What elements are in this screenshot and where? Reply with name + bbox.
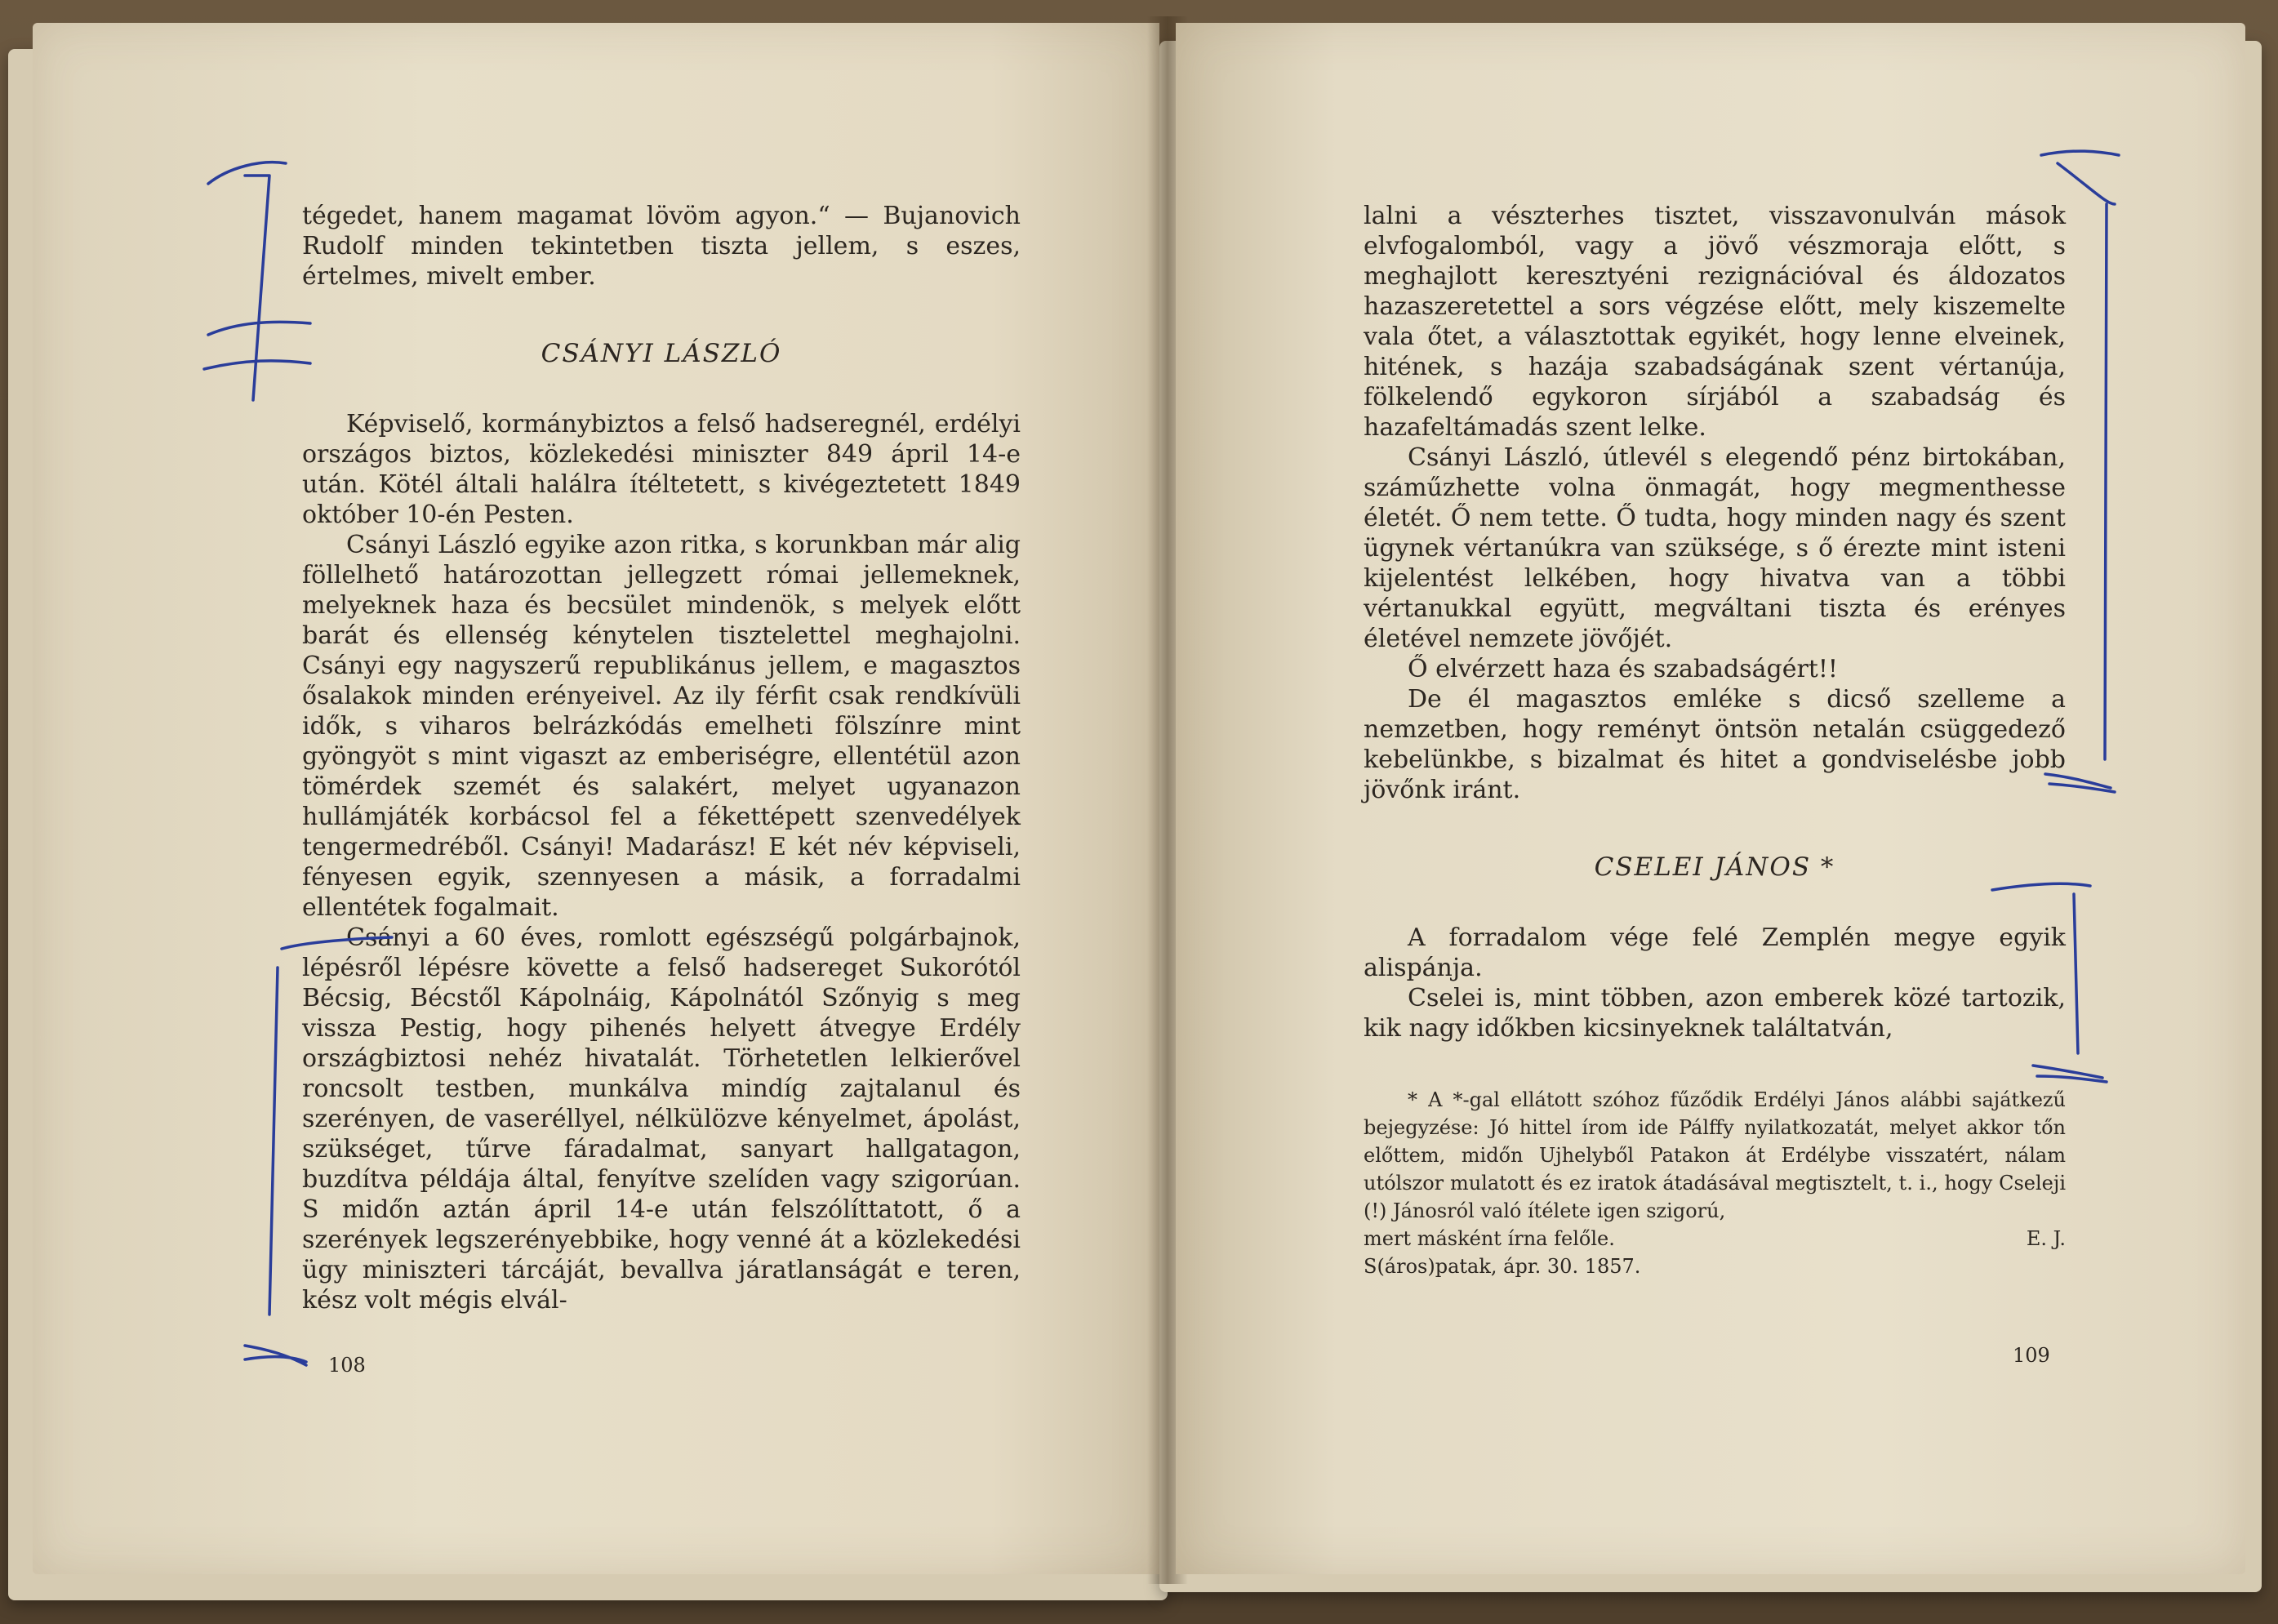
right-paragraph-2: Csányi László, útlevél s elegendő pénz birtokában, száműzhette volna önmagát, hogy megmenthesse életét. Ő nem tette. Ő tudta, hogy minden nagy és szent ügynek vértanúkra van szüksége, s ő érezte mint isteni kijelentést lelkében, hogy hivatva van a többi vértanukkal együtt, megváltani tiszta és erényes életével nemzete jövőjét. xyxy=(1364,443,2066,653)
left-paragraph-3: Csányi a 60 éves, romlott egészségű polgárbajnok, lépésről lépésre követte a felső hadsereget Sukorótól Bécsig, Bécstől Kápolnáig, Kápolnától Szőnyig s meg vissza Pestig, hogy pihenés helyett átvegye Erdély országbiztosi nehéz hivatalát. Törhetetlen lelkierővel roncsolt testben, munkálva mindíg zajtalanul és szerényen, de vaseréllyel, nélkülözve kényelmet, ápolást, szükséget, tűrve fáradalmat, sanyart hallgatagon, buzdítva példája által, fenyítve szelíden vagy szigorúan. S midőn aztán ápril 14-e után felszólíttatott, ő a szerények legszerényebbike, hogy venné át a közlekedési ügy miniszteri tárcáját, bevallva járatlanságát e teren, kész volt mégis elvál- xyxy=(302,923,1021,1315)
footnote-place-date: S(áros)patak, ápr. 30. 1857. xyxy=(1364,1255,1641,1278)
footnote-last-line: mert másként írna felőle. xyxy=(1364,1227,1615,1250)
left-page xyxy=(33,23,1159,1574)
footnote-text: * A *-gal ellátott szóhoz fűződik Erdélyi János alábbi sajátkezű bejegyzése: Jó hittel írom ide Pálffy nyilatkozatát, melyet akkor tőn előttem, midőn Ujhelyből Patakon át Erdélybe visszatért, nálam utólszor mulatott és ez iratok átadásával megtisztelt, t. i., hogy Cseleji (!) Jánosról való ítélete igen szigorú, xyxy=(1364,1088,2066,1222)
left-paragraph-2: Csányi László egyike azon ritka, s korunkban már alig föllelhető határozottan jellegzett római jellemeknek, melyeknek haza és becsület mindenök, s melyek előtt barát és ellenség kénytelen tisztelettel meghajolni. Csányi egy nagyszerű republikánus jellem, e magasztos ősalakok minden erényeivel. Az ily férfit csak rendkívüli idők, s viharos belrázkódás emelheti fölszínre mint gyöngyöt s mint vigaszt az emberiségre, ellentétül azon tömérdek szemét és salakért, melyet ugyanazon hullámjáték korbácsol fel a fékettépett szenvedélyek tengermedréből. Csányi! Madarász! E két név képviseli, fényesen egyik, szennyesen a másik, a forradalmi ellentétek fogalmait. xyxy=(302,531,1021,922)
right-paragraph-3: Ő elvérzett haza és szabadságért!! xyxy=(1408,655,1838,683)
footnote xyxy=(1364,1086,2066,1280)
left-opening-paragraph: tégedet, hanem magamat lövöm agyon.“ — Bujanovich Rudolf minden tekintetben tiszta jellem, s eszes, értelmes, mivelt ember. xyxy=(302,202,1021,291)
section-heading-cselei: CSELEI JÁNOS * xyxy=(1594,852,1835,882)
page-number-right: 109 xyxy=(2013,1344,2050,1367)
right-section-paragraph-2: Cselei is, mint többen, azon emberek közé tartozik, kik nagy időkben kicsinyeknek találtatván, xyxy=(1364,984,2066,1043)
right-page xyxy=(1176,23,2245,1574)
left-paragraph-1: Képviselő, kormánybiztos a felső hadseregnél, erdélyi országos biztos, közlekedési miniszter 849 ápril 14-e után. Kötél általi halálra ítéltetett, s kivégeztetett 1849 október 10-én Pesten. xyxy=(302,410,1021,529)
footnote-initials: E. J. xyxy=(2026,1227,2066,1250)
footnote-signature-line xyxy=(1364,1225,2066,1252)
right-paragraph-4: De él magasztos emléke s dicső szelleme a nemzetben, hogy reményt öntsön netalán csüggedező kebelünkbe, s bizalmat és hitet a gondviselésbe jobb jövőnk iránt. xyxy=(1364,685,2066,804)
right-text-block xyxy=(1364,201,2066,1280)
page-number-left: 108 xyxy=(328,1354,366,1377)
right-section-paragraph-1: A forradalom vége felé Zemplén megye egyik alispánja. xyxy=(1364,923,2066,982)
section-heading-csanyi: CSÁNYI LÁSZLÓ xyxy=(541,339,782,368)
right-paragraph-1: lalni a vészterhes tisztet, visszavonulván mások elvfogalomból, vagy a jövő vészmoraja előtt, s meghajlott keresztyéni rezignációval és áldozatos hazaszeretettel a sors végzése előtt, mely kiszemelte vala őtet, a választottak egyikét, hogy lenne elveinek, hitének, s hazája szabadságának szent vértanúja, fölkelendő egykoron sírjából a szabadság és hazafeltámadás szent lelke. xyxy=(1364,202,2066,442)
left-text-block xyxy=(302,201,1021,1315)
